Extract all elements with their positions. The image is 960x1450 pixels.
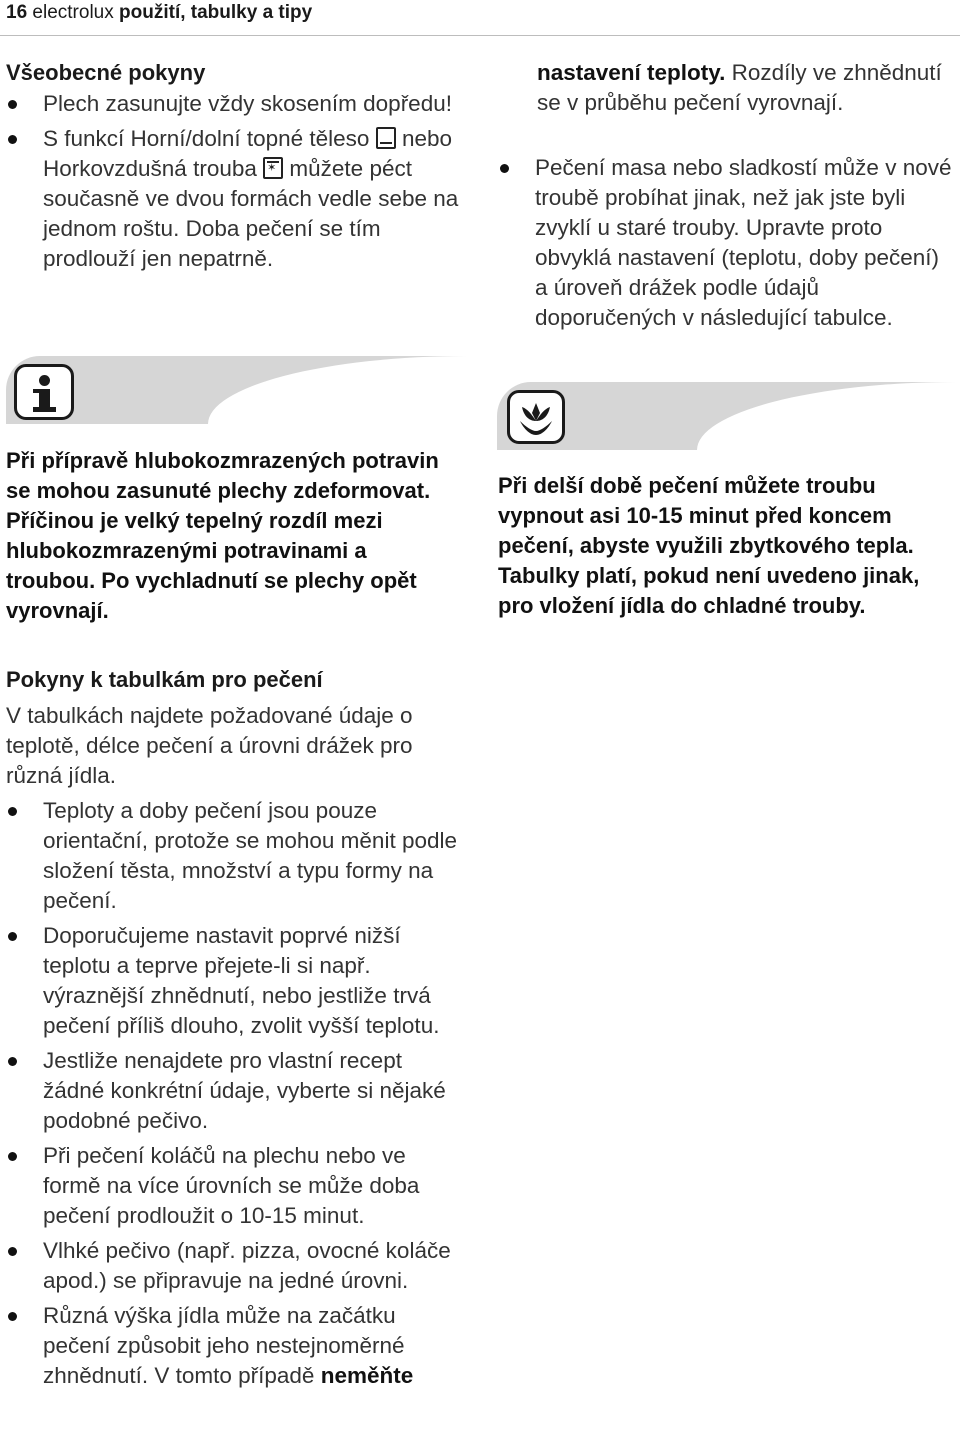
tables-bullet-list <box>6 796 468 1391</box>
eco-note-text <box>498 471 958 621</box>
list-item <box>6 921 468 1041</box>
tables-section <box>6 665 468 1391</box>
list-item <box>6 1046 468 1136</box>
bullet-text: Teploty a doby pečení jsou pouze orientační, protože se mohou měnit podle složení těsta, množství a typu formy na pečení. <box>43 798 457 913</box>
eco-note-banner <box>497 382 957 450</box>
tables-intro: V tabulkách najdete požadované údaje o teplotě, délce pečení a úrovni drážek pro různá jídla. <box>6 703 413 788</box>
bullet-icon <box>8 1312 17 1321</box>
list-item <box>6 89 468 119</box>
info-note-text <box>6 446 461 626</box>
bullet-icon <box>8 135 17 144</box>
continued-text: Rozdíly ve zhnědnutí se v průběhu pečení vyrovnají. <box>537 60 942 115</box>
bullet-text: Vlhké pečivo (např. pizza, ovocné koláče apod.) se připravuje na jedné úrovni. <box>43 1238 451 1293</box>
bullet-icon <box>8 100 17 109</box>
bullet-icon <box>8 807 17 816</box>
list-item <box>6 1236 468 1296</box>
bullet-text-a: S funkcí Horní/dolní topné těleso <box>43 126 370 151</box>
eco-note-text-a: Při delší době pečení můžete troubu vypnout asi 10-15 minut před koncem pečení, abyste využili zbytkového tepla. <box>498 473 914 558</box>
brand-name: electrolux <box>32 2 114 23</box>
list-item <box>6 1141 468 1231</box>
bullet-text: Pečení masa nebo sladkostí může v nové troubě probíhat jinak, než jak jste byli zvyklí u staré trouby. Upravte proto obvyklá nastavení (teplotu, doby pečení) a úroveň drážek podle údajů doporučených v následující tabulce. <box>535 155 952 330</box>
info-note-text-b: Příčinou je velký tepelný rozdíl mezi hlubokozmrazenými potravinami a troubou. Po vychladnutí se plechy opět vyrovnají. <box>6 508 417 623</box>
banner-curve <box>208 356 468 424</box>
info-note-banner <box>6 356 468 424</box>
eco-flower-icon-svg <box>510 393 562 441</box>
banner-curve <box>697 382 957 450</box>
bullet-text: Doporučujeme nastavit poprvé nižší teplotu a teprve přejete-li si např. výraznější zhnědnutí, nebo jestliže trvá pečení příliš dlouho, zvolit vyšší teplotu. <box>43 923 440 1038</box>
right-column <box>537 58 955 118</box>
info-note-text-a: Při přípravě hlubokozmrazených potravin se mohou zasunuté plechy zdeformovat. <box>6 448 439 503</box>
general-bullet-list <box>6 89 468 274</box>
page-header <box>6 0 312 26</box>
top-bottom-heat-icon <box>376 127 396 149</box>
list-item <box>6 1301 468 1391</box>
continued-paragraph <box>537 58 955 118</box>
tables-heading: Pokyny k tabulkám pro pečení <box>6 667 323 692</box>
bullet-text-bold: neměňte <box>320 1363 414 1388</box>
bullet-text: Různá výška jídla může na začátku pečení způsobit jeho nestejnoměrné zhnědnutí. V tomto případě <box>43 1303 405 1388</box>
page-number: 16 <box>6 2 28 23</box>
bullet-icon <box>500 164 509 173</box>
continued-bold: nastavení teploty. <box>537 60 726 85</box>
bullet-icon <box>8 1247 17 1256</box>
left-column <box>6 58 468 274</box>
header-divider <box>0 35 960 36</box>
section-title: použití, tabulky a tipy <box>119 2 313 23</box>
eco-note-text-b: Tabulky platí, pokud není uvedeno jinak, pro vložení jídla do chladné trouby. <box>498 563 920 618</box>
eco-flower-icon <box>507 390 565 444</box>
bullet-text: Při pečení koláčů na plechu nebo ve formě na více úrovních se může doba pečení prodloužit o 10-15 minut. <box>43 1143 420 1228</box>
right-bullet-list <box>498 153 956 333</box>
info-icon <box>14 364 74 420</box>
bullet-text-c: můžete péct současně ve dvou formách vedle sebe na jednom roštu. Doba pečení se tím prodlouží jen nepatrně. <box>43 156 459 271</box>
bullet-icon <box>8 1152 17 1161</box>
list-item <box>498 153 956 333</box>
bullet-text: Plech zasunujte vždy skosením dopředu! <box>43 91 452 116</box>
bullet-icon <box>8 1057 17 1066</box>
general-heading: Všeobecné pokyny <box>6 60 206 85</box>
bullet-text-b: nebo Horkovzdušná trouba <box>43 126 453 181</box>
list-item <box>6 796 468 916</box>
bullet-text: Jestliže nenajdete pro vlastní recept žádné konkrétní údaje, vyberte si nějaké podobné pečivo. <box>43 1048 446 1133</box>
bullet-icon <box>8 932 17 941</box>
fan-oven-icon <box>263 157 283 179</box>
list-item <box>6 124 468 274</box>
